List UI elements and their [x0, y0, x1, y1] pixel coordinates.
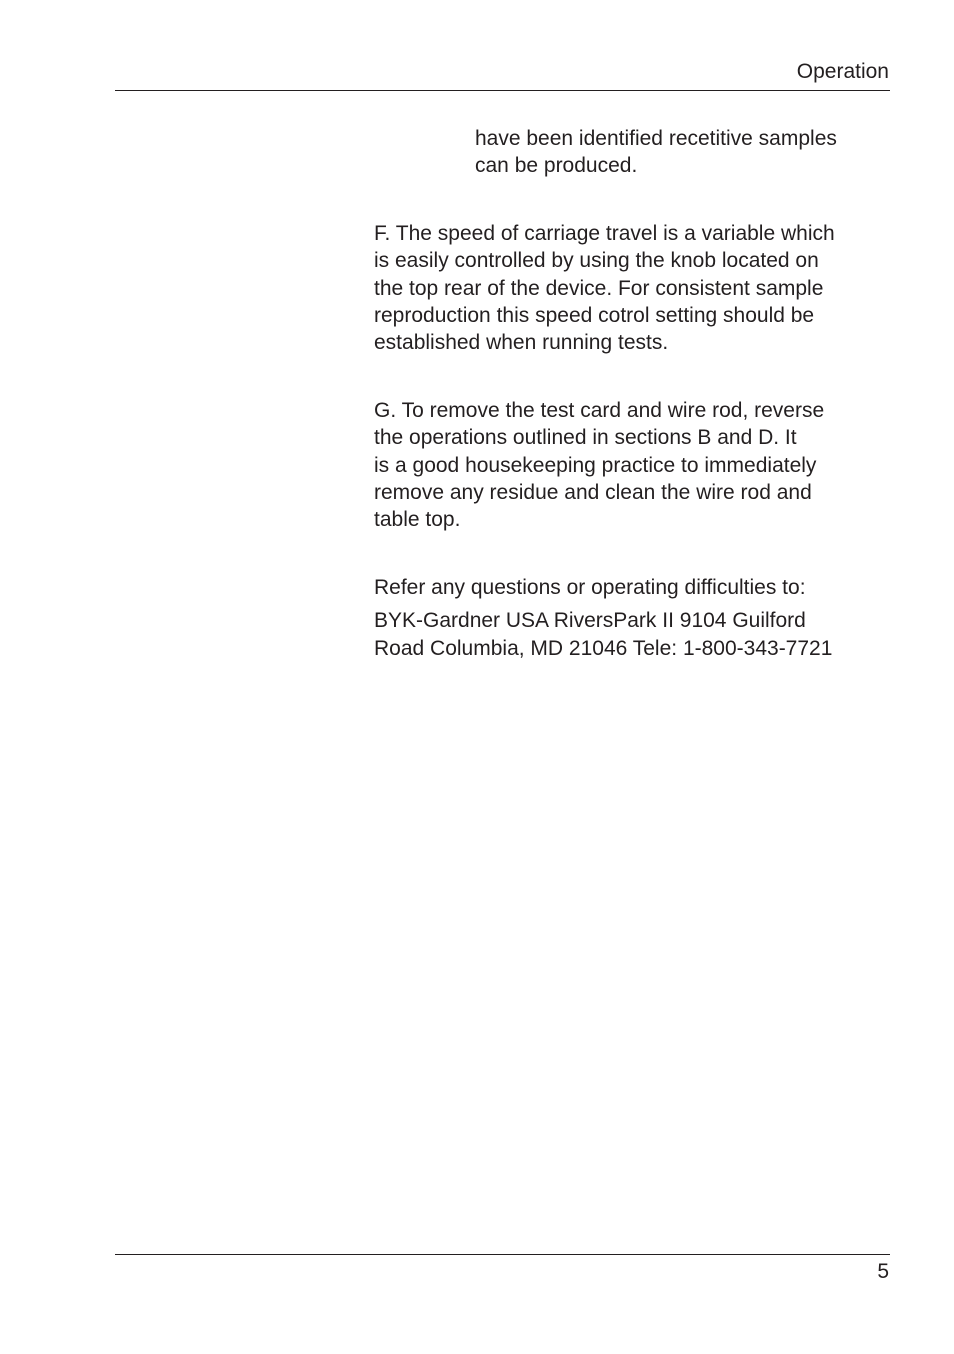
footer-divider [115, 1254, 890, 1255]
contact-address: BYK-Gardner USA RiversPark II 9104 Guilford Road Columbia, MD 21046 Tele: 1-800-343-7721 [374, 609, 833, 660]
paragraph-g: G. To remove the test card and wire rod, reverse the operations outlined in sections B and D. It is a good housekeeping practice to immediately remove any residue and clean the wire rod and table top. [374, 399, 825, 532]
contact-intro: Refer any questions or operating difficulties to: [374, 576, 806, 599]
page-number: 5 [877, 1260, 889, 1283]
page-section-title: Operation [796, 60, 889, 83]
paragraph-f: F. The speed of carriage travel is a variable which is easily controlled by using the knob located on the top rear of the device. For consistent sample reproduction this speed cotrol setting should be established when running tests. [374, 222, 835, 355]
header-divider [115, 90, 890, 91]
continued-paragraph: have been identified recetitive samples can be produced. [475, 127, 837, 178]
